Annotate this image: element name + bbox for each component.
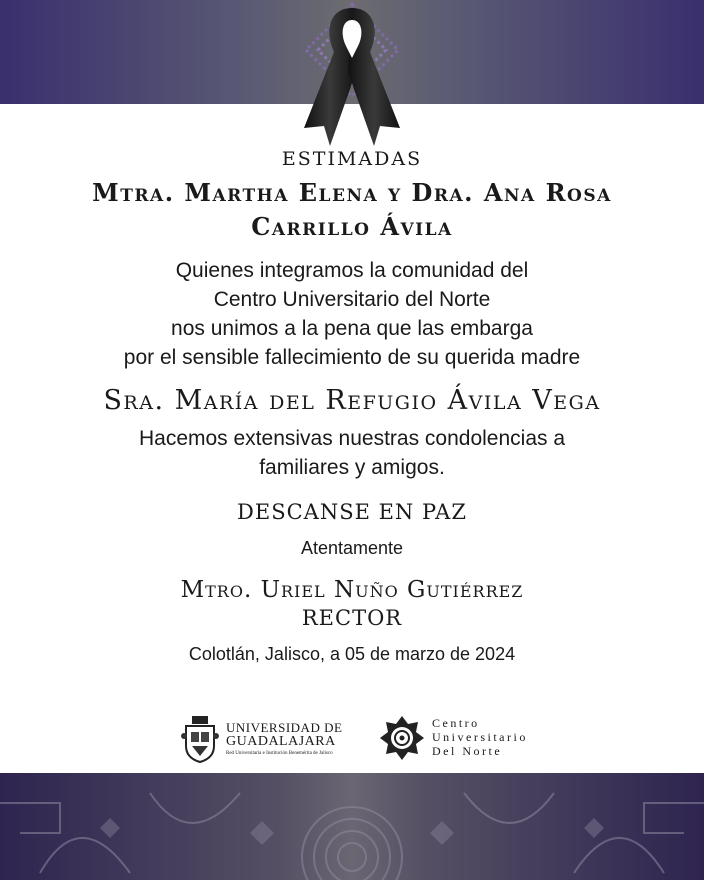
closing: Atentamente (300, 538, 404, 558)
udg-crest-icon (180, 712, 220, 764)
message-line-1: Quienes integramos la comunidad del (175, 259, 529, 282)
message-line-4: por el sensible fallecimiento de su querida madre (123, 346, 581, 369)
cun-line-1: Centro (432, 716, 480, 730)
condolences-line-2: familiares y amigos. (259, 456, 445, 479)
deceased-name: Sra. María del Refugio Ávila Vega (103, 385, 601, 416)
cun-emblem-icon (378, 714, 426, 762)
cun-line-3: Del Norte (432, 744, 503, 758)
recipients-line-2: Carrillo Ávila (251, 212, 453, 241)
signer-name: Mtro. Uriel Nuño Gutiérrez (180, 577, 524, 603)
greeting: ESTIMADAS (281, 148, 423, 170)
mourning-ribbon-icon (290, 0, 414, 150)
udg-line-1: UNIVERSIDAD DE (226, 720, 343, 735)
udg-line-3: Red Universitaria e Institución Benemérita de Jalisco (226, 751, 333, 756)
date-place: Colotlán, Jalisco, a 05 de marzo de 2024 (188, 644, 516, 664)
udg-logo (180, 710, 350, 766)
condolences-line-1: Hacemos extensivas nuestras condolencias a (138, 427, 566, 450)
rest-in-peace: DESCANSE EN PAZ (237, 500, 467, 524)
message-line-3: nos unimos a la pena que las embarga (171, 317, 533, 340)
signer-role: RECTOR (301, 606, 403, 630)
bottom-ornament-pattern (0, 773, 704, 880)
message-line-2: Centro Universitario del Norte (213, 288, 491, 311)
recipients-line-1: Mtra. Martha Elena y Dra. Ana Rosa (92, 178, 612, 207)
cun-logo (378, 710, 538, 766)
cun-line-2: Universitario (432, 730, 528, 744)
udg-line-2: GUADALAJARA (226, 734, 336, 749)
